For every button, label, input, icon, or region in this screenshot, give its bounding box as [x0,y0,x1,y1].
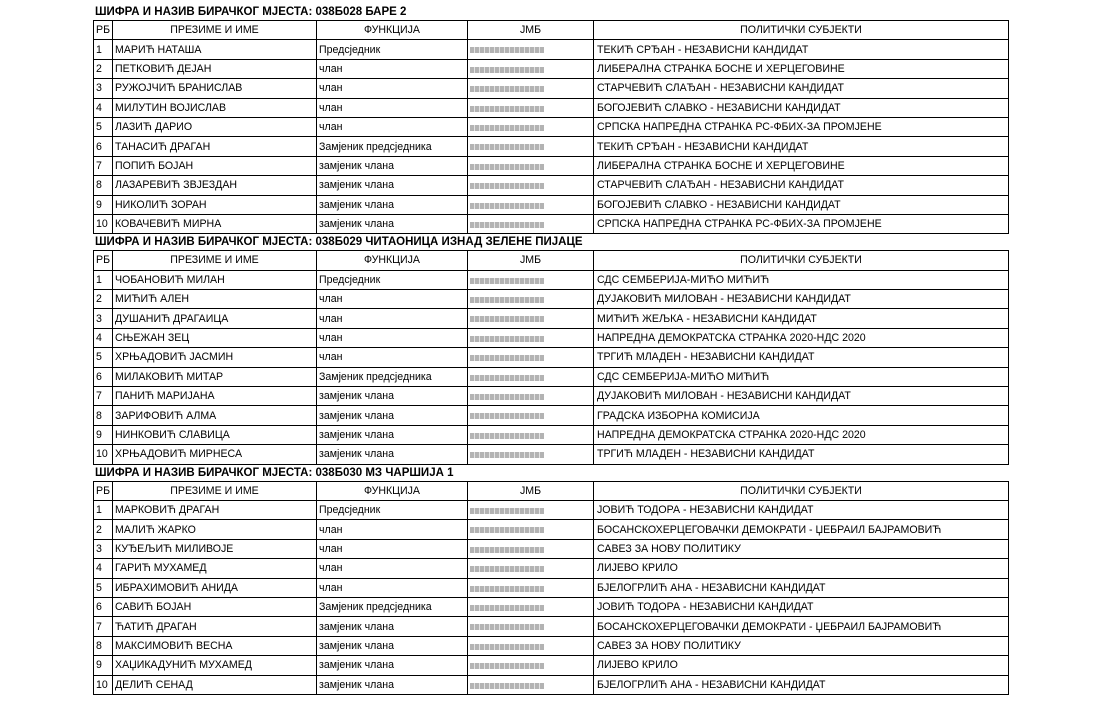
cell-name: КОВАЧЕВИЋ МИРНА [113,214,317,233]
cell-name: ЗАРИФОВИЋ АЛМА [113,406,317,425]
cell-function: члан [317,348,468,367]
cell-jmb-redacted [468,156,594,175]
cell-name: ТАНАСИЋ ДРАГАН [113,137,317,156]
cell-rb: 5 [94,578,113,597]
cell-function: Предсједник [317,40,468,59]
redaction-mark [470,183,544,189]
cell-jmb-redacted [468,309,594,328]
cell-rb: 9 [94,195,113,214]
cell-rb: 10 [94,214,113,233]
table-row [94,559,1009,578]
table-row [94,40,1009,59]
cell-function: Замјеник предсједника [317,137,468,156]
column-header-jmb: ЈМБ [468,21,594,40]
cell-party: ДУЈАКОВИЋ МИЛОВАН - НЕЗАВИСНИ КАНДИДАТ [594,387,1009,406]
cell-rb: 4 [94,98,113,117]
cell-name: ЛАЗИЋ ДАРИО [113,117,317,136]
cell-party: ДУЈАКОВИЋ МИЛОВАН - НЕЗАВИСНИ КАНДИДАТ [594,290,1009,309]
cell-name: ХРЊАДОВИЋ МИРНЕСА [113,445,317,464]
cell-party: БОГОЈЕВИЋ СЛАВКО - НЕЗАВИСНИ КАНДИДАТ [594,98,1009,117]
redaction-mark [470,586,544,592]
redaction-mark [470,203,544,209]
cell-jmb-redacted [468,520,594,539]
redaction-mark [470,336,544,342]
cell-party: БОСАНСКОХЕРЦЕГОВАЧКИ ДЕМОКРАТИ - ЏЕБРАИЛ БАЈРАМОВИЋ [594,617,1009,636]
redaction-mark [470,67,544,73]
redaction-mark [470,508,544,514]
table-row [94,156,1009,175]
cell-party: СРПСКА НАПРЕДНА СТРАНКА РС-ФБИХ-ЗА ПРОМЈЕНЕ [594,214,1009,233]
cell-party: СДС СЕМБЕРИЈА-МИЋО МИЋИЋ [594,270,1009,289]
cell-function: замјеник члана [317,617,468,636]
cell-function: замјеник члана [317,636,468,655]
table-row [94,656,1009,675]
cell-jmb-redacted [468,137,594,156]
cell-jmb-redacted [468,270,594,289]
cell-party: ЈОВИЋ ТОДОРА - НЕЗАВИСНИ КАНДИДАТ [594,500,1009,519]
column-header-party: ПОЛИТИЧКИ СУБЈЕКТИ [594,251,1009,270]
cell-jmb-redacted [468,425,594,444]
redaction-mark [470,624,544,630]
table-row [94,176,1009,195]
cell-name: ПАНИЋ МАРИЈАНА [113,387,317,406]
cell-rb: 9 [94,425,113,444]
cell-name: ПОПИЋ БОЈАН [113,156,317,175]
cell-jmb-redacted [468,117,594,136]
cell-party: СРПСКА НАПРЕДНА СТРАНКА РС-ФБИХ-ЗА ПРОМЈЕНЕ [594,117,1009,136]
cell-name: ИБРАХИМОВИЋ АНИДА [113,578,317,597]
cell-party: ЛИБЕРАЛНА СТРАНКА БОСНЕ И ХЕРЦЕГОВИНЕ [594,59,1009,78]
redaction-mark [470,222,544,228]
cell-rb: 8 [94,176,113,195]
section-title: ШИФРА И НАЗИВ БИРАЧКОГ МЈЕСТА: 038Б028 БАРЕ 2 [95,6,407,18]
cell-function: члан [317,117,468,136]
redaction-mark [470,355,544,361]
cell-name: ХАЏИКАДУНИЋ МУХАМЕД [113,656,317,675]
cell-function: члан [317,98,468,117]
redaction-mark [470,547,544,553]
cell-jmb-redacted [468,98,594,117]
cell-name: МИЛУТИН ВОЈИСЛАВ [113,98,317,117]
redaction-mark [470,125,544,131]
cell-function: члан [317,79,468,98]
cell-function: замјеник члана [317,656,468,675]
cell-party: ТЕКИЋ СРЂАН - НЕЗАВИСНИ КАНДИДАТ [594,40,1009,59]
cell-jmb-redacted [468,387,594,406]
cell-function: Предсједник [317,500,468,519]
cell-jmb-redacted [468,675,594,694]
cell-rb: 1 [94,500,113,519]
cell-jmb-redacted [468,214,594,233]
cell-name: ГАРИЋ МУХАМЕД [113,559,317,578]
redaction-mark [470,394,544,400]
cell-name: ПЕТКОВИЋ ДЕЈАН [113,59,317,78]
cell-jmb-redacted [468,59,594,78]
column-header-jmb: ЈМБ [468,251,594,270]
table-row [94,309,1009,328]
table-row [94,597,1009,616]
cell-function: замјеник члана [317,425,468,444]
cell-party: ТРГИЋ МЛАДЕН - НЕЗАВИСНИ КАНДИДАТ [594,348,1009,367]
section-title: ШИФРА И НАЗИВ БИРАЧКОГ МЈЕСТА: 038Б030 МЗ ЧАРШИЈА 1 [95,466,454,479]
column-header-function: ФУНКЦИЈА [317,251,468,270]
cell-rb: 2 [94,520,113,539]
cell-party: СТАРЧЕВИЋ СЛАЂАН - НЕЗАВИСНИ КАНДИДАТ [594,79,1009,98]
cell-rb: 2 [94,290,113,309]
cell-party: БОГОЈЕВИЋ СЛАВКО - НЕЗАВИСНИ КАНДИДАТ [594,195,1009,214]
cell-rb: 5 [94,348,113,367]
cell-jmb-redacted [468,500,594,519]
column-header-party: ПОЛИТИЧКИ СУБЈЕКТИ [594,21,1009,40]
cell-name: СЊЕЖАН ЗЕЦ [113,328,317,347]
cell-party: ЛИЈЕВО КРИЛО [594,559,1009,578]
table-row [94,328,1009,347]
cell-function: замјеник члана [317,214,468,233]
cell-rb: 4 [94,559,113,578]
cell-rb: 3 [94,79,113,98]
cell-function: замјеник члана [317,675,468,694]
redaction-mark [470,413,544,419]
column-header-function: ФУНКЦИЈА [317,481,468,500]
table-row [94,539,1009,558]
cell-rb: 7 [94,387,113,406]
cell-jmb-redacted [468,40,594,59]
cell-party: ЈОВИЋ ТОДОРА - НЕЗАВИСНИ КАНДИДАТ [594,597,1009,616]
redaction-mark [470,663,544,669]
table-row [94,59,1009,78]
cell-jmb-redacted [468,176,594,195]
table-row [94,445,1009,464]
cell-jmb-redacted [468,539,594,558]
redaction-mark [470,278,544,284]
cell-rb: 6 [94,137,113,156]
cell-jmb-redacted [468,636,594,655]
cell-function: члан [317,59,468,78]
cell-jmb-redacted [468,559,594,578]
table-header-row [94,21,1009,40]
cell-function: замјеник члана [317,176,468,195]
table-row [94,387,1009,406]
cell-rb: 7 [94,617,113,636]
redaction-mark [470,47,544,53]
table-row [94,617,1009,636]
cell-rb: 1 [94,270,113,289]
table-row [94,675,1009,694]
table-row [94,214,1009,233]
cell-name: НИКОЛИЋ ЗОРАН [113,195,317,214]
cell-jmb-redacted [468,617,594,636]
redaction-mark [470,452,544,458]
cell-jmb-redacted [468,578,594,597]
column-header-function: ФУНКЦИЈА [317,21,468,40]
cell-function: замјеник члана [317,445,468,464]
cell-rb: 10 [94,675,113,694]
cell-function: члан [317,309,468,328]
table-row [94,79,1009,98]
cell-party: НАПРЕДНА ДЕМОКРАТСКА СТРАНКА 2020-НДС 2020 [594,425,1009,444]
table-row [94,425,1009,444]
column-header-jmb: ЈМБ [468,481,594,500]
redaction-mark [470,106,544,112]
table-row [94,348,1009,367]
redaction-mark [470,527,544,533]
table-row [94,636,1009,655]
column-header-rb: РБ [94,251,113,270]
cell-party: ТЕКИЋ СРЂАН - НЕЗАВИСНИ КАНДИДАТ [594,137,1009,156]
cell-party: САВЕЗ ЗА НОВУ ПОЛИТИКУ [594,539,1009,558]
cell-name: МИЛАКОВИЋ МИТАР [113,367,317,386]
cell-function: Замјеник предсједника [317,367,468,386]
cell-rb: 3 [94,309,113,328]
cell-name: МАЛИЋ ЖАРКО [113,520,317,539]
cell-function: замјеник члана [317,156,468,175]
document-sheet [93,4,1008,695]
table-row [94,117,1009,136]
redaction-mark [470,316,544,322]
cell-name: ЋАТИЋ ДРАГАН [113,617,317,636]
cell-name: РУЖОЈЧИЋ БРАНИСЛАВ [113,79,317,98]
table-row [94,137,1009,156]
cell-jmb-redacted [468,328,594,347]
column-header-name: ПРЕЗИМЕ И ИМЕ [113,481,317,500]
redaction-mark [470,86,544,92]
column-header-name: ПРЕЗИМЕ И ИМЕ [113,251,317,270]
cell-name: ДЕЛИЋ СЕНАД [113,675,317,694]
cell-name: ХРЊАДОВИЋ ЈАСМИН [113,348,317,367]
cell-name: КУЂЕЉИЋ МИЛИВОЈЕ [113,539,317,558]
table-row [94,270,1009,289]
cell-party: ГРАДСКА ИЗБОРНА КОМИСИЈА [594,406,1009,425]
section-title: ШИФРА И НАЗИВ БИРАЧКОГ МЈЕСТА: 038Б029 ЧИТАОНИЦА ИЗНАД ЗЕЛЕНЕ ПИЈАЦЕ [95,236,583,249]
cell-rb: 2 [94,59,113,78]
cell-party: БОСАНСКОХЕРЦЕГОВАЧКИ ДЕМОКРАТИ - ЏЕБРАИЛ БАЈРАМОВИЋ [594,520,1009,539]
table-row [94,520,1009,539]
committee-table [93,20,1009,234]
cell-function: члан [317,539,468,558]
cell-function: Предсједник [317,270,468,289]
cell-party: НАПРЕДНА ДЕМОКРАТСКА СТРАНКА 2020-НДС 2020 [594,328,1009,347]
cell-jmb-redacted [468,79,594,98]
cell-party: МИЋИЋ ЖЕЉКА - НЕЗАВИСНИ КАНДИДАТ [594,309,1009,328]
cell-jmb-redacted [468,290,594,309]
column-header-rb: РБ [94,21,113,40]
cell-rb: 6 [94,597,113,616]
redaction-mark [470,297,544,303]
cell-name: ДУШАНИЋ ДРАГАИЦА [113,309,317,328]
cell-function: члан [317,559,468,578]
cell-function: члан [317,290,468,309]
cell-name: МАКСИМОВИЋ ВЕСНА [113,636,317,655]
committee-table [93,481,1009,695]
table-header-row [94,481,1009,500]
cell-function: члан [317,328,468,347]
table-row [94,578,1009,597]
cell-party: БЈЕЛОГРЛИЋ АНА - НЕЗАВИСНИ КАНДИДАТ [594,675,1009,694]
cell-jmb-redacted [468,195,594,214]
table-row [94,367,1009,386]
redaction-mark [470,375,544,381]
cell-party: СДС СЕМБЕРИЈА-МИЋО МИЋИЋ [594,367,1009,386]
cell-name: ЛАЗАРЕВИЋ ЗВЈЕЗДАН [113,176,317,195]
cell-rb: 5 [94,117,113,136]
redaction-mark [470,605,544,611]
cell-rb: 1 [94,40,113,59]
cell-name: МАРИЋ НАТАША [113,40,317,59]
cell-name: САВИЋ БОЈАН [113,597,317,616]
table-row [94,406,1009,425]
redaction-mark [470,144,544,150]
table-header-row [94,251,1009,270]
cell-rb: 9 [94,656,113,675]
cell-party: БЈЕЛОГРЛИЋ АНА - НЕЗАВИСНИ КАНДИДАТ [594,578,1009,597]
table-row [94,290,1009,309]
cell-function: Замјеник предсједника [317,597,468,616]
column-header-rb: РБ [94,481,113,500]
cell-function: члан [317,578,468,597]
cell-jmb-redacted [468,445,594,464]
table-row [94,98,1009,117]
cell-name: ЧОБАНОВИЋ МИЛАН [113,270,317,289]
cell-rb: 8 [94,636,113,655]
table-row [94,195,1009,214]
cell-party: ЛИЈЕВО КРИЛО [594,656,1009,675]
cell-party: СТАРЧЕВИЋ СЛАЂАН - НЕЗАВИСНИ КАНДИДАТ [594,176,1009,195]
column-header-name: ПРЕЗИМЕ И ИМЕ [113,21,317,40]
redaction-mark [470,644,544,650]
cell-jmb-redacted [468,597,594,616]
redaction-mark [470,164,544,170]
cell-function: замјеник члана [317,195,468,214]
redaction-mark [470,566,544,572]
cell-function: члан [317,520,468,539]
column-header-party: ПОЛИТИЧКИ СУБЈЕКТИ [594,481,1009,500]
cell-name: МИЋИЋ АЛЕН [113,290,317,309]
cell-jmb-redacted [468,656,594,675]
cell-function: замјеник члана [317,387,468,406]
cell-rb: 4 [94,328,113,347]
committee-table [93,250,1009,464]
cell-jmb-redacted [468,348,594,367]
redaction-mark [470,683,544,689]
cell-function: замјеник члана [317,406,468,425]
cell-rb: 3 [94,539,113,558]
cell-jmb-redacted [468,406,594,425]
cell-party: ЛИБЕРАЛНА СТРАНКА БОСНЕ И ХЕРЦЕГОВИНЕ [594,156,1009,175]
redaction-mark [470,433,544,439]
cell-rb: 8 [94,406,113,425]
cell-jmb-redacted [468,367,594,386]
cell-rb: 10 [94,445,113,464]
cell-name: НИНКОВИЋ СЛАВИЦА [113,425,317,444]
cell-party: САВЕЗ ЗА НОВУ ПОЛИТИКУ [594,636,1009,655]
cell-rb: 6 [94,367,113,386]
cell-party: ТРГИЋ МЛАДЕН - НЕЗАВИСНИ КАНДИДАТ [594,445,1009,464]
cell-rb: 7 [94,156,113,175]
table-row [94,500,1009,519]
cell-name: МАРКОВИЋ ДРАГАН [113,500,317,519]
